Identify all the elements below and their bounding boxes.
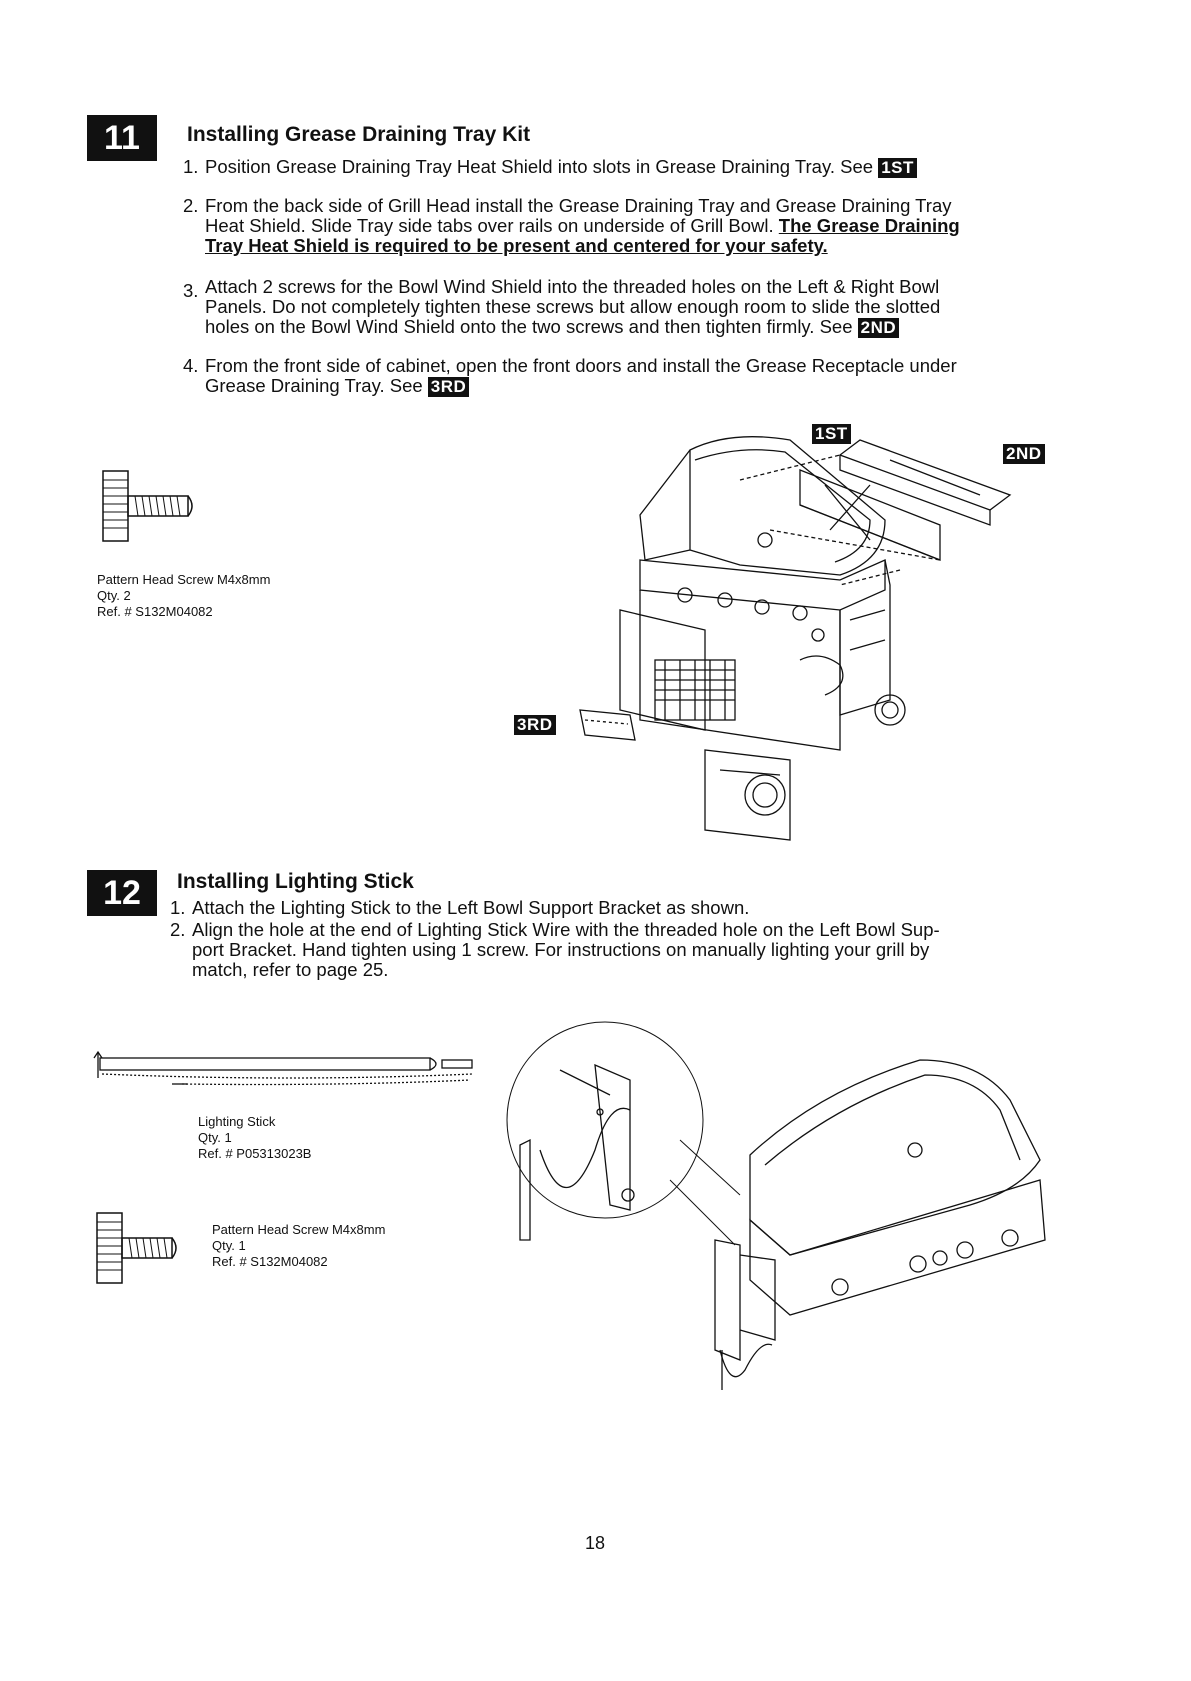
step-11-item-3 [183, 277, 1103, 341]
diagram-badge-2nd: 2ND [1003, 444, 1045, 464]
step-12-item-2 [170, 920, 1090, 984]
part-ref: Ref. # S132M04082 [97, 604, 213, 619]
step-11-number: 11 [87, 115, 157, 161]
item-text: From the front side of cabinet, open the front doors and install the Grease Receptacle under Grease Draining Tray. See 3RD [205, 355, 957, 397]
item-text: Attach the Lighting Stick to the Left Bowl Support Bracket as shown. [192, 897, 750, 918]
step-11-part-caption [97, 572, 270, 620]
part-name: Pattern Head Screw M4x8mm [97, 572, 271, 587]
step-11-item-2 [183, 196, 1103, 260]
grill-lighting-stick-diagram [500, 1040, 1060, 1400]
lighting-stick-illustration [92, 1050, 482, 1100]
step-11-item-4 [183, 356, 1103, 400]
part-qty: Qty. 2 [97, 588, 131, 603]
badge-3rd: 3RD [428, 377, 470, 397]
step-12-part1-caption [198, 1114, 311, 1162]
item-text: Align the hole at the end of Lighting Stick Wire with the threaded hole on the Left Bowl Sup- port Bracket. Hand tighten using 1 screw. For instructions on manually lighting your grill by match, refer to page 25. [192, 919, 940, 980]
diagram-badge-3rd: 3RD [514, 715, 556, 735]
badge-2nd: 2ND [858, 318, 900, 338]
item-number: 2. [170, 919, 186, 940]
step-11-item-1 [183, 157, 1103, 179]
step-12-title: Installing Lighting Stick [177, 870, 414, 893]
part-ref: Ref. # P05313023B [198, 1146, 312, 1161]
step-12-part2-caption [212, 1222, 385, 1270]
part-qty: Qty. 1 [198, 1130, 232, 1145]
step-11-title: Installing Grease Draining Tray Kit [187, 123, 531, 146]
step-12-item-1 [170, 898, 1090, 920]
page-number: 18 [585, 1533, 606, 1553]
item-number: 2. [183, 195, 199, 216]
part-name: Pattern Head Screw M4x8mm [212, 1222, 386, 1237]
item-number: 1. [183, 156, 199, 177]
part-ref: Ref. # S132M04082 [212, 1254, 328, 1269]
diagram-badge-1st: 1ST [812, 424, 851, 444]
item-text: Position Grease Draining Tray Heat Shield into slots in Grease Draining Tray. See 1ST [205, 157, 917, 178]
item-text: Attach 2 screws for the Bowl Wind Shield into the threaded holes on the Left & Right Bowl Panels. Do not completely tighten these screws but allow enough room to slide the slotted holes on the Bowl Wind Shield onto the two screws and then tighten firmly. See 2ND [205, 276, 941, 338]
item-text: From the back side of Grill Head install the Grease Draining Tray and Grease Draining Tray Heat Shield. Slide Tray side tabs over rails on underside of Grill Bowl. The Grease Draining Tray Heat Shield is required to be present and centered for your safety. [205, 195, 960, 256]
part-name: Lighting Stick [198, 1114, 276, 1129]
screw-illustration [100, 470, 200, 542]
badge-1st: 1ST [878, 158, 917, 178]
screw-illustration-2 [94, 1212, 194, 1284]
item-number: 4. [183, 355, 199, 376]
item-number: 1. [170, 897, 186, 918]
grill-grease-tray-diagram [540, 410, 1080, 840]
item-number: 3. [183, 280, 199, 301]
part-qty: Qty. 1 [212, 1238, 246, 1253]
step-12-number: 12 [87, 870, 157, 916]
